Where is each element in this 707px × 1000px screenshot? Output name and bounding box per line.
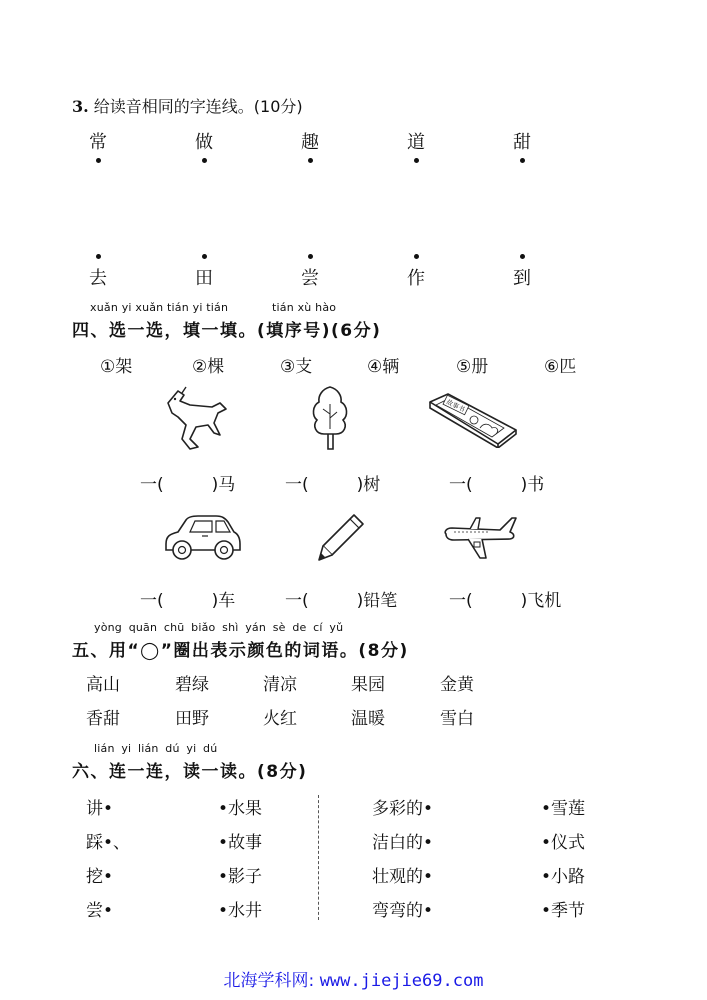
blank-prefix: 一(	[449, 591, 473, 611]
blank-suffix: )铅笔	[356, 591, 398, 611]
q6-right-item[interactable]: 洁白的•	[372, 833, 434, 853]
q3-bottom-char: 去	[89, 268, 107, 289]
q3-top-char: 做	[195, 132, 213, 153]
q4-pinyin: xuǎn yi xuǎn tián yi tián	[90, 301, 229, 314]
horse-picture	[160, 383, 230, 455]
q3-top-dot[interactable]	[520, 158, 525, 163]
q6-right-target[interactable]: •季节	[541, 901, 586, 921]
q5-word[interactable]: 清凉	[263, 675, 297, 695]
q5-title: 五、用“◯”圈出表示颜色的词语。(8分)	[72, 641, 409, 661]
q6-right-item[interactable]: 多彩的•	[372, 799, 434, 819]
blank-suffix: )车	[211, 591, 236, 611]
footer-site-name: 北海学科网:	[223, 971, 315, 991]
blank-suffix: )马	[211, 475, 236, 495]
q5-word[interactable]: 火红	[263, 709, 297, 729]
q3-bottom-dot[interactable]	[520, 254, 525, 259]
blank-suffix: )书	[520, 475, 545, 495]
q3-title	[72, 94, 303, 117]
q3-number: 3.	[72, 97, 89, 116]
dashed-divider	[318, 795, 319, 920]
q6-left-target[interactable]: •水果	[218, 799, 263, 819]
blank-prefix: 一(	[285, 591, 309, 611]
q6-left-target[interactable]: •水井	[218, 901, 263, 921]
q3-top-dot[interactable]	[202, 158, 207, 163]
q6-right-item[interactable]: 弯弯的•	[372, 901, 434, 921]
q6-title: 六、连一连，读一读。(8分)	[72, 762, 308, 782]
q4-blank[interactable]	[285, 586, 397, 611]
q6-left-item[interactable]: 踩•、	[86, 833, 131, 853]
q6-left-target[interactable]: •影子	[218, 867, 263, 887]
pencil-picture	[316, 512, 366, 564]
q6-right-target[interactable]: •雪莲	[541, 799, 586, 819]
q4-option: ④辆	[367, 357, 400, 377]
blank-prefix: 一(	[140, 591, 164, 611]
q6-left-item[interactable]: 讲•	[86, 799, 114, 819]
q4-option: ⑤册	[456, 357, 489, 377]
q4-blank[interactable]	[140, 586, 235, 611]
q6-left-item[interactable]: 尝•	[86, 901, 114, 921]
q5-word[interactable]: 温暖	[351, 709, 385, 729]
q6-left-item[interactable]: 挖•	[86, 867, 114, 887]
footer-watermark	[0, 966, 707, 991]
q3-top-dot[interactable]	[96, 158, 101, 163]
blank-suffix: )飞机	[520, 591, 562, 611]
airplane-picture	[440, 512, 518, 564]
q3-bottom-char: 作	[407, 268, 425, 289]
blank-prefix: 一(	[449, 475, 473, 495]
q4-blank[interactable]	[285, 470, 380, 495]
q5-pinyin: yòng quān chū biǎo shì yán sè de cí yǔ	[94, 621, 344, 634]
q5-word[interactable]: 田野	[175, 709, 209, 729]
book-cover-title: 故事书	[445, 398, 467, 414]
q3-bottom-dot[interactable]	[414, 254, 419, 259]
q3-bottom-char: 田	[195, 268, 213, 289]
q3-top-char: 甜	[513, 132, 531, 153]
q4-blank[interactable]	[449, 586, 561, 611]
q4-option: ②棵	[192, 357, 225, 377]
car-picture	[162, 512, 242, 562]
q4-option: ③支	[280, 357, 313, 377]
q3-top-char: 趣	[301, 132, 319, 153]
q4-option: ⑥匹	[544, 357, 577, 377]
q4-blank[interactable]	[140, 470, 235, 495]
q6-right-target[interactable]: •仪式	[541, 833, 586, 853]
q5-word[interactable]: 金黄	[440, 675, 474, 695]
q3-top-dot[interactable]	[308, 158, 313, 163]
q3-top-dot[interactable]	[414, 158, 419, 163]
q3-top-char: 道	[407, 132, 425, 153]
q4-blank[interactable]	[449, 470, 544, 495]
q6-right-target[interactable]: •小路	[541, 867, 586, 887]
q4-pinyin-2: tián xù hào	[272, 301, 337, 314]
blank-suffix: )树	[356, 475, 381, 495]
footer-url[interactable]: www.jiejie69.com	[319, 971, 484, 991]
q5-word[interactable]: 碧绿	[175, 675, 209, 695]
q3-bottom-dot[interactable]	[308, 254, 313, 259]
q3-bottom-dot[interactable]	[96, 254, 101, 259]
q5-word[interactable]: 香甜	[86, 709, 120, 729]
q3-title-text: 给读音相同的字连线。(10分)	[93, 97, 303, 116]
q6-left-target[interactable]: •故事	[218, 833, 263, 853]
q3-top-char: 常	[89, 132, 107, 153]
q6-right-item[interactable]: 壮观的•	[372, 867, 434, 887]
tree-picture	[308, 384, 352, 452]
q6-pinyin: lián yi lián dú yi dú	[94, 742, 218, 755]
storybook-picture	[426, 392, 518, 448]
blank-prefix: 一(	[285, 475, 309, 495]
q5-word[interactable]: 高山	[86, 675, 120, 695]
blank-prefix: 一(	[140, 475, 164, 495]
q3-bottom-char: 尝	[301, 268, 319, 289]
q3-bottom-dot[interactable]	[202, 254, 207, 259]
q4-option: ①架	[100, 357, 133, 377]
q4-title: 四、选一选，填一填。(填序号)(6分)	[72, 321, 382, 341]
q5-word[interactable]: 果园	[351, 675, 385, 695]
q3-bottom-char: 到	[513, 268, 531, 289]
q5-word[interactable]: 雪白	[440, 709, 474, 729]
